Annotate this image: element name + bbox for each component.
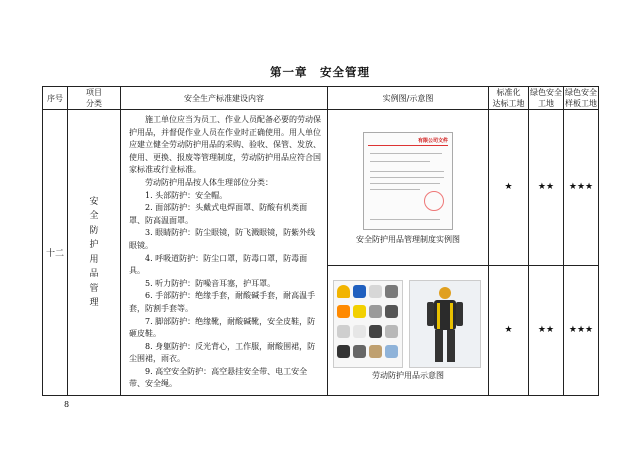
glove-icon — [337, 325, 350, 338]
header-green: 绿色安全 工地 — [530, 88, 562, 108]
doc-red-rule — [368, 145, 448, 146]
content-item: 2. 面部防护：头戴式电焊面罩、防酸有机类面罩、防高温面罩。 — [129, 203, 308, 225]
content-item: 3. 眼睛防护：防尘眼镜，防飞溅眼镜，防紫外线眼镜。 — [129, 228, 316, 250]
content-item: 1. 头部防护：安全帽。 — [145, 190, 228, 200]
worker-helmet-icon — [439, 287, 451, 299]
content-item: 5. 听力防护：防噪音耳塞，护耳罩。 — [145, 278, 276, 288]
reflective-vest-icon — [353, 305, 366, 318]
header-content: 安全生产标准建设内容 — [121, 87, 328, 110]
content-item: 6. 手部防护：绝缘手套，耐酸碱手套，耐高温手套，防割手套等。 — [129, 291, 316, 313]
doc-text-line — [370, 161, 430, 162]
earplug-icon — [385, 325, 398, 338]
boot-icon — [337, 345, 350, 358]
doc-text-line — [370, 183, 440, 184]
rating-green: ★★ — [529, 110, 564, 266]
content-item: 8. 身躯防护：反光背心，工作服，耐酸围裙，防尘围裙，雨衣。 — [129, 341, 316, 364]
doc-header-text: 有限公司文件 — [417, 137, 448, 144]
rating-green: ★★ — [529, 265, 564, 395]
goggles-icon — [385, 305, 398, 318]
respirator-icon — [369, 325, 382, 338]
raincoat-icon — [385, 345, 398, 358]
figure-1-caption: 安全防护用品管理制度实例图 — [356, 234, 460, 244]
doc-text-line — [370, 189, 420, 190]
safety-helmet-blue-icon — [353, 285, 366, 298]
harness-strap — [437, 303, 440, 329]
seal-stamp — [424, 191, 444, 211]
page-number: 8 — [64, 400, 70, 409]
figure-cell-2 — [328, 265, 489, 395]
header-standard: 标准化 达标工地 — [489, 87, 529, 110]
content-item: 9. 高空安全防护：高空悬挂安全带、电工安全带、安全绳。 — [129, 366, 308, 389]
earmuff-icon — [369, 285, 382, 298]
ppe-items-grid — [333, 280, 403, 368]
rating-standard: ★ — [489, 265, 529, 395]
management-document-image — [363, 132, 453, 230]
row-seq: 十二 — [43, 110, 68, 396]
doc-text-line — [370, 219, 440, 220]
shoe-icon — [353, 345, 366, 358]
doc-text-line — [370, 177, 444, 178]
helmet-icon — [337, 285, 350, 298]
rope-icon — [369, 305, 382, 318]
figure-2-caption: 劳动防护用品示意图 — [372, 370, 444, 380]
worker-figure — [409, 280, 481, 368]
content-item: 7. 脚部防护：绝缘靴，耐酸碱靴，安全皮鞋，防砸皮鞋。 — [129, 316, 316, 339]
chapter-title: 第一章 安全管理 — [270, 65, 370, 79]
worker-leg — [435, 330, 443, 362]
harness-icon — [385, 285, 398, 298]
vest-icon — [337, 305, 350, 318]
work-glove-icon — [369, 345, 382, 358]
rating-standard: ★ — [489, 110, 529, 266]
doc-text-line — [370, 171, 444, 172]
header-green-model: 绿色安全 样板工地 — [565, 88, 597, 108]
figure-cell-1 — [328, 110, 489, 266]
header-figure: 实例图/示意图 — [328, 87, 489, 110]
ppe-illustration — [333, 280, 483, 366]
header-category: 项目 分类 — [68, 87, 121, 110]
worker-arm — [456, 302, 463, 326]
rating-green-model: ★★★ — [564, 265, 599, 395]
content-paragraph-1: 施工单位应当为员工、作业人员配备必要的劳动保护用品，并督促作业人员在作业时正确使用。用人单位应建立健全劳动防护用品的采购、验收、保管、发放、使用、更换、报废等管理制度，劳动防护用品应符合国家标准或行业标准。 — [129, 115, 321, 175]
row-content — [121, 110, 328, 396]
content-item: 4. 呼吸道防护：防尘口罩，防毒口罩，防毒面具。 — [129, 253, 308, 276]
content-paragraph-2: 劳动防护用品按人体生理部位分类： — [145, 177, 273, 187]
doc-text-line — [370, 153, 442, 154]
row-category: 安 全 防 护 用 品 管 理 — [68, 110, 121, 396]
worker-leg — [447, 330, 455, 362]
rating-green-model: ★★★ — [564, 110, 599, 266]
header-seq: 序号 — [43, 87, 68, 110]
mask-icon — [353, 325, 366, 338]
harness-strap — [450, 303, 453, 329]
standards-table — [42, 86, 599, 396]
table-row — [43, 110, 599, 266]
table-header-row — [43, 87, 599, 110]
worker-arm — [427, 302, 434, 326]
